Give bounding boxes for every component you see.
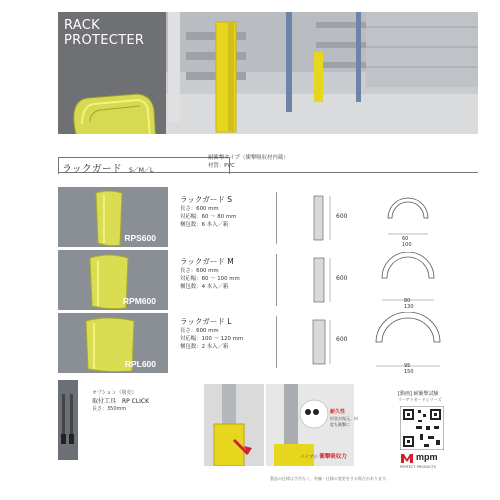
header-banner	[58, 12, 478, 134]
spec-pack-l: 梱包数：2 本入／箱	[180, 344, 229, 350]
spec-width-l: 対応幅：100 〜 120 mm	[180, 336, 244, 342]
option-tool-panel	[58, 380, 78, 460]
divider-s	[276, 192, 277, 244]
brand-logo-text: mpm	[416, 452, 438, 462]
product-name-l: ラックガード L	[180, 317, 232, 326]
side-drawing-l	[300, 312, 360, 370]
spec-length-l: 長さ：600 mm	[180, 328, 219, 334]
absorb-label	[300, 452, 347, 460]
option-label: オプション（別売）	[92, 390, 137, 396]
callout-title: 耐久性	[330, 409, 346, 415]
product-code-l: RPL600	[124, 359, 156, 369]
tool-length: 長さ：350mm	[92, 406, 127, 412]
height-label-l: 600	[336, 336, 348, 343]
video-title: [動画] 耐衝撃試験	[398, 391, 439, 397]
tool-code: RP CLICK	[121, 398, 150, 405]
height-label-s: 600	[336, 213, 348, 220]
section-sizes: S／M／L	[129, 167, 154, 174]
section-title	[62, 160, 153, 175]
footer-note: 製品の仕様は予告なく、外観・仕様の変更をする場合があります。	[270, 476, 390, 481]
divider-l	[276, 316, 277, 368]
product-panel-s	[58, 187, 168, 247]
video-subtitle: ラーアトガードシリーズ	[398, 397, 442, 402]
header-title	[64, 18, 144, 48]
divider-m	[276, 254, 277, 306]
product-code-s: RPS600	[124, 233, 156, 243]
product-spec-l	[180, 316, 243, 351]
warehouse-photo	[166, 12, 478, 134]
option-info	[92, 389, 149, 412]
dim-m-outer: 130	[404, 304, 414, 310]
callout	[330, 408, 345, 415]
product-panel-m	[58, 250, 168, 310]
qr-code-icon[interactable]	[400, 406, 444, 450]
spec-length-m: 長さ：600 mm	[180, 268, 219, 274]
spec-width-m: 対応幅：80 〜 100 mm	[180, 276, 240, 282]
material-note: 材質：PVC	[208, 163, 235, 169]
callout-text: 形状が復元、何度も衝撃に	[330, 416, 358, 427]
height-label-m: 600	[336, 275, 348, 282]
section-notes	[208, 154, 289, 170]
section-title-text: ラックガード	[62, 164, 122, 175]
spec-pack-s: 梱包数：6 本入／箱	[180, 222, 229, 228]
product-name-s: ラックガード S	[180, 195, 232, 204]
spec-length-s: 長さ：600 mm	[180, 206, 219, 212]
spec-width-s: 対応幅：60 〜 80 mm	[180, 214, 237, 220]
dim-l-outer: 150	[404, 369, 414, 375]
dim-l-inner: 95	[404, 363, 411, 369]
product-spec-s	[180, 194, 236, 229]
side-drawing-m	[300, 250, 360, 308]
dim-s-inner: 60	[402, 236, 409, 242]
guard-profile-image	[68, 92, 160, 134]
side-drawing-s	[300, 188, 360, 246]
product-spec-m	[180, 256, 240, 291]
dim-s-outer: 100	[402, 242, 412, 248]
absorb-text: 衝撃吸収力	[319, 454, 347, 460]
dim-m-inner: 80	[404, 298, 411, 304]
mpm-logo-icon	[400, 452, 414, 464]
product-code-m: RPM600	[122, 296, 156, 306]
spec-pack-m: 梱包数：4 本入／箱	[180, 284, 229, 290]
title-line-1: RACK	[64, 18, 100, 33]
brand-tagline: PERFECT PRODUCTS	[400, 465, 437, 469]
tool-image	[58, 380, 78, 460]
product-name-m: ラックガード M	[180, 257, 234, 266]
title-line-2: PROTECTER	[64, 33, 145, 48]
pipe-label: パイプの	[300, 455, 318, 460]
type-note: 耐衝撃タイプ（衝撃吸収材内蔵）	[208, 155, 289, 161]
tool-name: 取付工具	[92, 398, 117, 405]
product-panel-l	[58, 313, 168, 373]
